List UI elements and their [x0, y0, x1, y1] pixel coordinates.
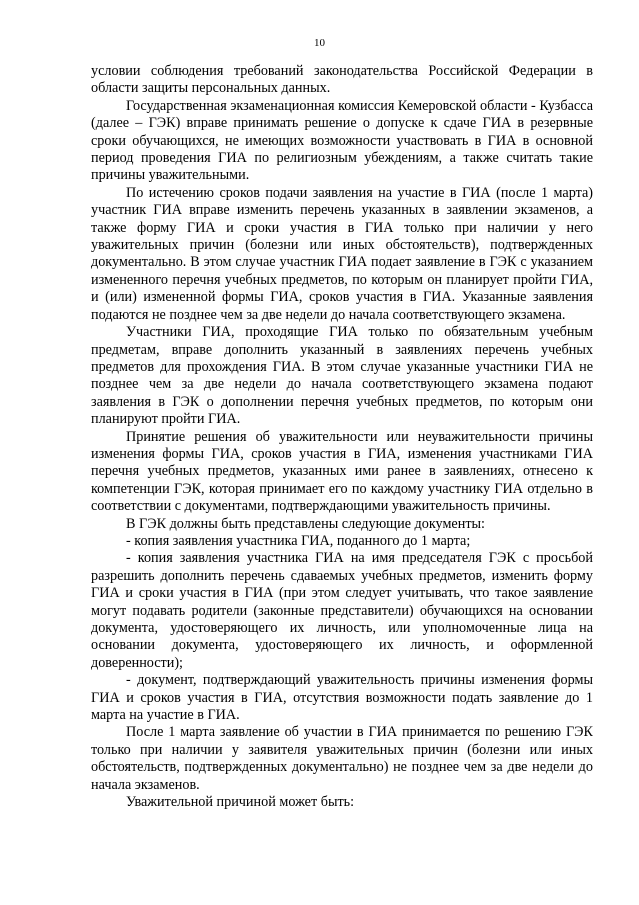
paragraph: Участники ГИА, проходящие ГИА только по обязательным учебным предметам, вправе дополнить указанный в заявлениях перечень учебных предметов для прохождения ГИА. В этом случае указанные участники ГИА не позднее чем за две недели до начала соответствующего экзамена подают заявления в ГЭК о дополнении перечня учебных предметов, по которым они планируют пройти ГИА.	[91, 324, 593, 428]
body-text	[91, 63, 593, 811]
list-item: - документ, подтверждающий уважительность причины изменения формы ГИА и сроков участия в ГИА, отсутствия возможности подать заявление до 1 марта на участие в ГИА.	[91, 672, 593, 724]
paragraph: После 1 марта заявление об участии в ГИА принимается по решению ГЭК только при наличии у заявителя уважительных причин (болезни или иных обстоятельств, подтвержденных документально) не позднее чем за две недели до начала экзаменов.	[91, 724, 593, 793]
paragraph: условии соблюдения требований законодательства Российской Федерации в области защиты персональных данных.	[91, 63, 593, 97]
paragraph: Уважительной причиной может быть:	[126, 794, 355, 811]
list-item: - копия заявления участника ГИА на имя председателя ГЭК с просьбой разрешить дополнить перечень сдаваемых учебных предметов, изменить форму ГИА и сроки участия в ГИА (при этом следует учитывать, что такое заявление могут подавать родители (законные представители) обучающихся на основании документа, удостоверяющего их личность, или уполномоченные лица на основании документа, удостоверяющего их личность, и оформленной доверенности);	[91, 550, 593, 671]
paragraph: По истечению сроков подачи заявления на участие в ГИА (после 1 марта) участник ГИА вправе изменить перечень указанных в заявлении экзаменов, а также форму ГИА и сроки участия в ГИА только при наличии у него уважительных причин (болезни или иных обстоятельств), подтвержденных документально. В этом случае участник ГИА подает заявление в ГЭК с указанием измененного перечня учебных предметов, по которым он планирует пройти ГИА, и (или) измененной формы ГИА, сроков участия в ГИА. Указанные заявления подаются не позднее чем за две недели до начала соответствующего экзамена.	[91, 184, 593, 323]
paragraph: Государственная экзаменационная комиссия Кемеровской области - Кузбасса (далее – ГЭК) вправе принимать решение о допуске к сдаче ГИА в резервные сроки обучающихся, не имеющих возможности участвовать в ГИА в основной период проведения ГИА по религиозным убеждениям, а также считать такие причины уважительными.	[91, 97, 593, 184]
page-number: 10	[314, 37, 325, 49]
list-item: - копия заявления участника ГИА, поданного до 1 марта;	[126, 532, 471, 549]
paragraph: В ГЭК должны быть представлены следующие документы:	[126, 515, 485, 532]
paragraph: Принятие решения об уважительности или неуважительности причины изменения формы ГИА, сроков участия в ГИА, изменения участниками ГИА перечня учебных предметов, указанных ими ранее в заявлениях, отнесено к компетенции ГЭК, которая принимает его по каждому участнику ГИА отдельно в соответствии с документами, подтверждающими уважительность причины.	[91, 428, 593, 515]
